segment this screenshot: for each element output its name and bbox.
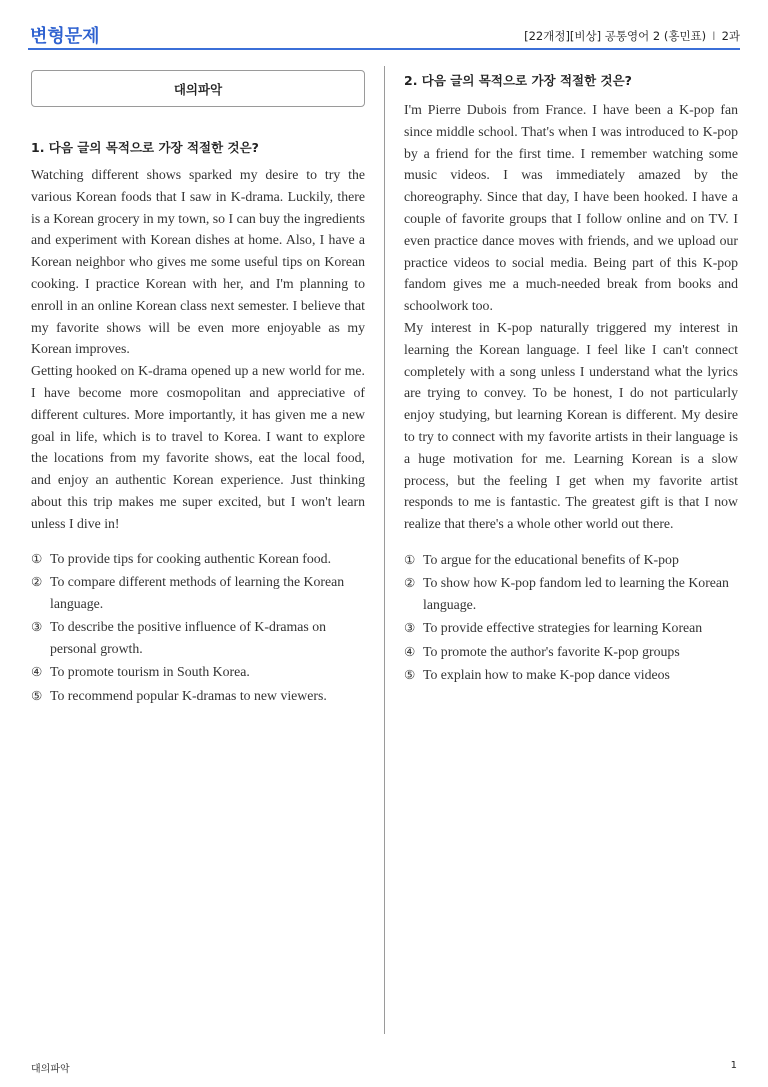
- question-2-option-4[interactable]: [404, 641, 738, 663]
- header-info: [524, 28, 740, 44]
- page-header: [28, 0, 740, 50]
- header-title: 변형문제: [30, 26, 100, 47]
- header-separator: I: [712, 29, 716, 43]
- question-1-option-2[interactable]: [31, 571, 365, 615]
- unit-label: 2과: [721, 29, 740, 43]
- option-number: ④: [404, 643, 416, 659]
- question-1-paragraph-2: Getting hooked on K-drama opened up a new world for me. I have become more cosmopolitan and appreciative of different cultures. More importantly, it has given me a new goal in life, which is to travel to Korea. I want to explore the locations from my favorite shows, eat the local food, and enjoy an authentic Korean experience. Just thinking about this trip makes me super excited, but I won't learn unless I dive in!: [31, 363, 365, 531]
- option-text: To recommend popular K-dramas to new viewers.: [50, 687, 327, 703]
- question-1-title: 1. 다음 글의 목적으로 가장 적절한 것은?: [31, 140, 259, 155]
- column-divider: [384, 66, 385, 1034]
- question-2-option-1[interactable]: [404, 549, 738, 571]
- footer-label: 대의파악: [31, 1064, 70, 1075]
- book-title: [22개정][비상] 공통영어 2 (홍민표): [524, 29, 707, 43]
- option-number: ②: [31, 574, 43, 590]
- question-2-option-2[interactable]: [404, 572, 738, 616]
- section-label-box: [31, 70, 365, 107]
- question-2-option-3[interactable]: [404, 617, 738, 639]
- option-number: ①: [404, 552, 416, 567]
- option-number: ④: [31, 664, 43, 680]
- option-number: ②: [404, 575, 416, 591]
- question-1-option-1[interactable]: [31, 548, 365, 570]
- page-number: 1: [730, 1060, 737, 1071]
- question-1-paragraph-1: Watching different shows sparked my desire to try the various Korean foods that I saw in K-drama. Luckily, there is a Korean grocery in my town, so I can buy the ingredients and experiment with Korean dishes at home. Also, I have a Korean neighbor who gives me some useful tips on Korean cooking. I practice Korean with her, and I'm planning to enroll in an online Korean class next semester. I believe that my favorite shows will be even more enjoyable as my Korean improves.: [31, 167, 365, 357]
- section-label: 대의파악: [173, 81, 223, 97]
- option-text: To provide tips for cooking authentic Korean food.: [50, 551, 332, 566]
- question-1-option-5[interactable]: [31, 685, 365, 707]
- option-text: To explain how to make K-pop dance videos: [423, 666, 670, 682]
- question-1-option-4[interactable]: [31, 661, 365, 683]
- question-2-options: [404, 549, 738, 687]
- option-text: To argue for the educational benefits of K-pop: [423, 552, 679, 567]
- option-text: To promote tourism in South Korea.: [50, 664, 250, 680]
- option-number: ③: [404, 620, 416, 636]
- question-2-option-5[interactable]: [404, 664, 738, 686]
- option-text: To show how K-pop fandom led to learning the Korean language.: [423, 575, 729, 613]
- question-2-title: 2. 다음 글의 목적으로 가장 적절한 것은?: [404, 73, 632, 88]
- option-number: ⑤: [31, 687, 43, 703]
- question-2-paragraph-1: I'm Pierre Dubois from France. I have been a K-pop fan since middle school. That's when I was introduced to K-pop by a friend for the first time. I remember watching some music videos. I was immediately amazed by the choreography. Since that day, I have been hooked. I have a couple of favorite groups that I follow online and on TV. I even practice dance moves with friends, and we upload our practice videos to social media. Being part of this K-pop fandom gives me a much-needed break from books and schoolwork too.: [404, 102, 738, 314]
- option-text: To compare different methods of learning the Korean language.: [50, 574, 345, 612]
- option-number: ⑤: [404, 666, 416, 682]
- option-text: To describe the positive influence of K-dramas on personal growth.: [50, 619, 327, 657]
- question-1-option-3[interactable]: [31, 616, 365, 660]
- option-number: ③: [31, 619, 43, 635]
- question-2-paragraph-2: My interest in K-pop naturally triggered my interest in learning the Korean language. I feel like I can't connect completely with a song unless I understand what the lyrics are trying to convey. To be honest, I do not particularly enjoy studying, but learning Korean is different. My desire to try to connect with my favorite artists in their language is a huge motivation for me. Learning Korean is a slow process, but the feeling I get when my favorite artist responds to me is fantastic. The greatest gift is that I now realize that there's a whole other world out there.: [404, 319, 738, 532]
- question-1-passage: [31, 164, 365, 535]
- option-text: To provide effective strategies for learning Korean: [423, 620, 703, 636]
- question-1-options: [31, 548, 365, 708]
- option-number: ①: [31, 551, 43, 566]
- option-text: To promote the author's favorite K-pop groups: [423, 643, 680, 659]
- question-2-passage: [404, 99, 738, 535]
